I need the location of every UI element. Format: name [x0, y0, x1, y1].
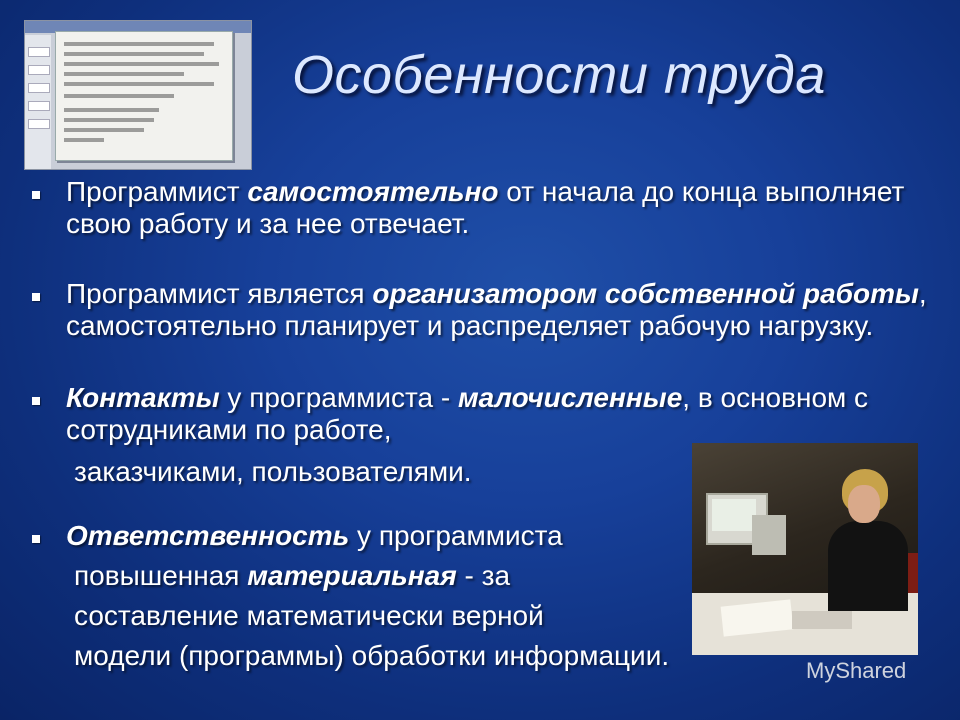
bullet-marker	[32, 293, 40, 301]
watermark-logo: MyShared	[806, 658, 907, 683]
bullet-text: повышенная	[74, 560, 248, 591]
bullet-text: у программиста	[349, 520, 563, 551]
bullet-text: , в основном с сотрудниками по работе,	[66, 382, 869, 445]
bullet-marker	[32, 191, 40, 199]
bullet-emphasis: организатором собственной работы	[372, 278, 919, 309]
bullet-item	[30, 382, 869, 488]
bullet-marker	[32, 397, 40, 405]
bullet-text: от начала до конца выполняет свою работу и за нее отвечает.	[66, 176, 905, 239]
bullet-text: - за	[456, 560, 511, 591]
bullet-text: заказчиками, пользователями.	[74, 456, 472, 487]
bullet-text: , самостоятельно планирует и распределяет рабочую нагрузку.	[66, 278, 927, 341]
bullet-emphasis: материальная	[247, 560, 457, 591]
bullet-emphasis: Ответственность	[66, 520, 350, 551]
bullet-text: Программист является	[66, 278, 373, 309]
office-worker-photo	[692, 443, 918, 655]
bullet-emphasis: самостоятельно	[247, 176, 499, 207]
bullet-item	[30, 278, 930, 342]
slide-title: Особенности труда	[292, 45, 826, 105]
bullet-text: составление математически верной	[74, 600, 544, 631]
bullet-emphasis: малочисленные	[457, 382, 683, 413]
bullet-emphasis: Контакты	[66, 382, 220, 413]
bullet-text: Программист	[66, 176, 248, 207]
bullet-marker	[32, 535, 40, 543]
bullet-text: модели (программы) обработки информации.	[74, 640, 670, 671]
bullet-text: у программиста -	[219, 382, 458, 413]
screenshot-image	[24, 20, 252, 170]
bullet-item	[30, 176, 930, 240]
